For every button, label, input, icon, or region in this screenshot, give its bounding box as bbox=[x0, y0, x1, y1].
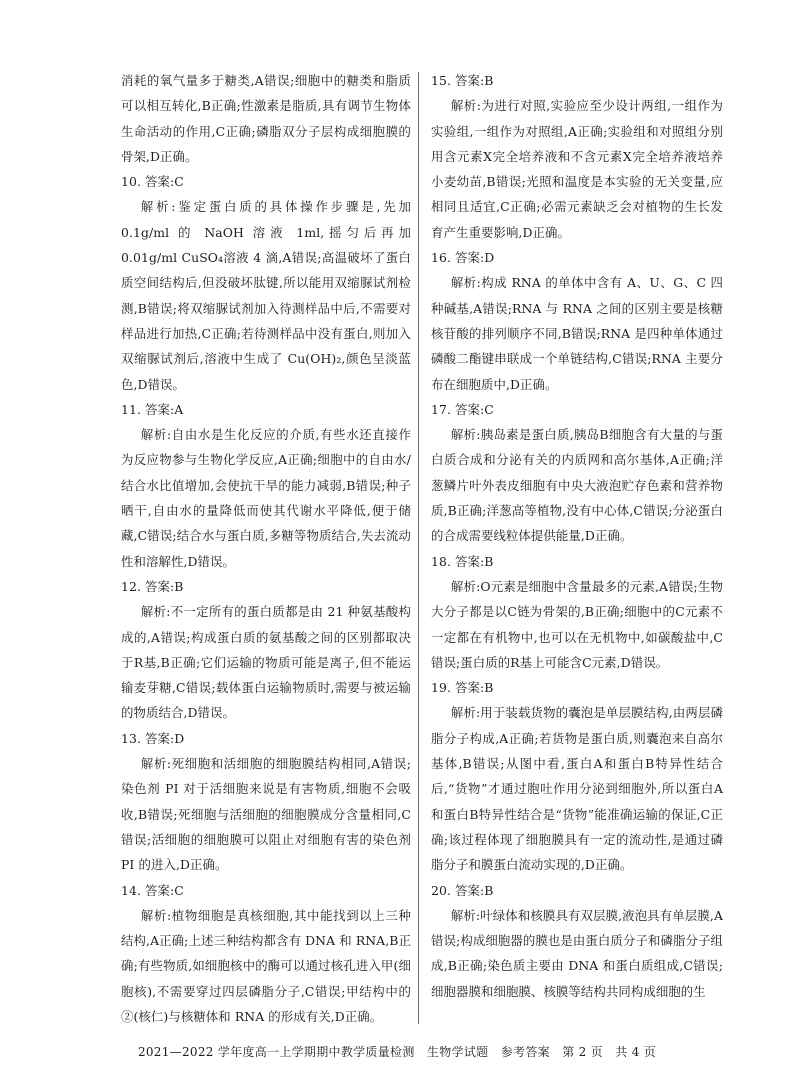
q15-analysis: 解析:为进行对照,实验应至少设计两组,一组作为实验组,一组作为对照组,A正确;实验组和对照组分别用含元素X完全培养液和不含元素X完全培养液培养小麦幼苗,B错误;光照和温度是本实验的无关变量,应相同且适宜,C正确;必需元素缺乏会对植物的生长发育产生重要影响,D正确。 bbox=[431, 98, 723, 240]
q16-answer: 16. 答案:D bbox=[431, 250, 495, 266]
q19-answer: 19. 答案:B bbox=[431, 680, 494, 696]
q15-answer: 15. 答案:B bbox=[431, 73, 494, 88]
q12-answer: 12. 答案:B bbox=[121, 578, 184, 594]
q18-analysis: 解析:O元素是细胞中含量最多的元素,A错误;生物大分子都是以C链为骨架的,B正确;细胞中的C元素不一定都在有机物中,也可以在无机物中,如碳酸盐中,C错误;蛋白质的R基上可能含C元素,D错误。 bbox=[431, 578, 723, 670]
page-footer: 2021—2022 学年度高一上学期期中教学质量检测 生物学试题 参考答案 第 2 页 共 4 页 bbox=[137, 1045, 657, 1059]
q11-answer: 11. 答案:A bbox=[121, 401, 184, 417]
right-column bbox=[431, 68, 723, 1004]
q18-answer: 18. 答案:B bbox=[431, 553, 494, 569]
q19-analysis: 解析:用于装载货物的囊泡是单层膜结构,由两层磷脂分子构成,A正确;若货物是蛋白质,则囊泡来自高尔基体,B错误;从图中看,蛋白A和蛋白B特异性结合后,“货物”才通过胞吐作用分泌到细胞外,所以蛋白A和蛋白B特异性结合是“货物”能准确运输的保证,C正确;该过程体现了细胞膜具有一定的流动性,是通过磷脂分子和膜蛋白流动实现的,D正确。 bbox=[431, 705, 723, 873]
q20-answer: 20. 答案:B bbox=[431, 882, 494, 898]
q10-analysis: 解析:鉴定蛋白质的具体操作步骤是,先加 0.1g/ml 的 NaOH 溶液 1ml,摇匀后再加 0.01g/ml CuSO₄溶液 4 滴,A错误;高温破坏了蛋白质空间结构后,但没破坏肽键,所以能用双缩脲试剂检测,B错误;将双缩脲试剂加入待测样品中后,不需要对样品进行加热,C正确;若待测样品中没有蛋白,则加入双缩脲试剂后,溶液中生成了 Cu(OH)₂,颜色呈淡蓝色,D错误。 bbox=[121, 199, 411, 392]
q13-analysis: 解析:死细胞和活细胞的细胞膜结构相同,A错误;染色剂 PI 对于活细胞来说是有害物质,细胞不会吸收,B错误;死细胞与活细胞的细胞膜成分含量相同,C错误;活细胞的细胞膜可以阻止对细胞有害的染色剂 PI 的进入,D正确。 bbox=[121, 756, 411, 873]
q17-analysis: 解析:胰岛素是蛋白质,胰岛B细胞含有大量的与蛋白质合成和分泌有关的内质网和高尔基体,A正确;洋葱鳞片叶外表皮细胞有中央大液泡贮存色素和营养物质,B正确;洋葱高等植物,没有中心体,C错误;分泌蛋白的合成需要线粒体提供能量,D正确。 bbox=[431, 427, 723, 544]
q14-answer: 14. 答案:C bbox=[121, 882, 184, 898]
q14-analysis: 解析:植物细胞是真核细胞,其中能找到以上三种结构,A正确;上述三种结构都含有 DNA 和 RNA,B正确;有些物质,如细胞核中的酶可以通过核孔进入甲(细胞核),不需要穿过四层磷脂分子,C错误;甲结构中的②(核仁)与核糖体和 RNA 的形成有关,D正确。 bbox=[121, 907, 411, 1024]
q10-answer: 10. 答案:C bbox=[121, 174, 184, 190]
column-divider bbox=[418, 72, 419, 1024]
left-column bbox=[121, 68, 411, 1029]
q17-answer: 17. 答案:C bbox=[431, 401, 494, 417]
q12-analysis: 解析:不一定所有的蛋白质都是由 21 种氨基酸构成的,A错误;构成蛋白质的氨基酸之间的区别都取决于R基,B正确;它们运输的物质可能是离子,但不能运输麦芽糖,C错误;载体蛋白运输物质时,需要与被运输的物质结合,D错误。 bbox=[121, 604, 411, 721]
continued-paragraph: 消耗的氧气量多于糖类,A错误;细胞中的糖类和脂质可以相互转化,B正确;性激素是脂质,具有调节生物体生命活动的作用,C正确;磷脂双分子层构成细胞膜的骨架,D正确。 bbox=[121, 73, 411, 164]
q11-analysis: 解析:自由水是生化反应的介质,有些水还直接作为反应物参与生物化学反应,A正确;细胞中的自由水/结合水比值增加,会使抗干旱的能力减弱,B错误;种子晒干,自由水的量降低而使其代谢水平降低,便于储藏,C错误;结合水与蛋白质,多糖等物质结合,失去流动性和溶解性,D错误。 bbox=[121, 427, 411, 569]
q13-answer: 13. 答案:D bbox=[121, 730, 185, 746]
q16-analysis: 解析:构成 RNA 的单体中含有 A、U、G、C 四种碱基,A错误;RNA 与 RNA 之间的区别主要是核糖核苷酸的排列顺序不同,B错误;RNA 是四种单体通过磷酸二酯键串联成一个单链结构,C错误;RNA 主要分布在细胞质中,D正确。 bbox=[431, 275, 723, 392]
q20-analysis: 解析:叶绿体和核膜具有双层膜,液泡具有单层膜,A错误;构成细胞器的膜也是由蛋白质分子和磷脂分子组成,B正确;染色质主要由 DNA 和蛋白质组成,C错误;细胞器膜和细胞膜、核膜等结构共同构成细胞的生 bbox=[431, 907, 723, 999]
